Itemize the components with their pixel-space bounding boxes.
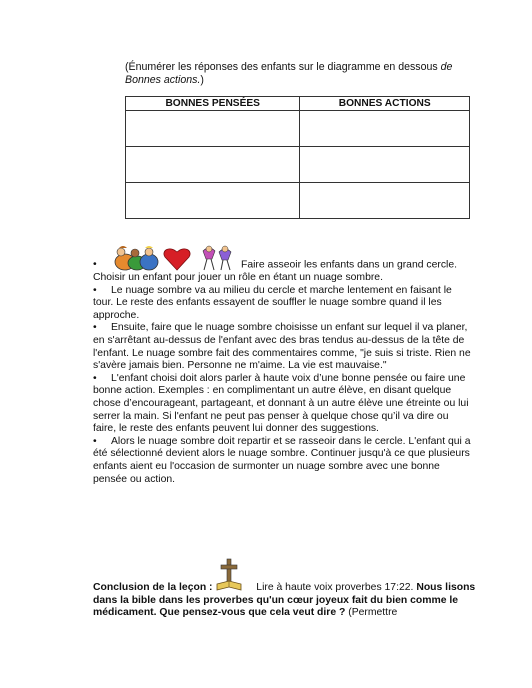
good-thoughts-actions-table	[125, 96, 470, 219]
intro-text: (Énumérer les réponses des enfants sur le diagramme en dessous	[125, 61, 441, 73]
table-row	[126, 147, 470, 183]
intro-italic: de Bonnes actions.	[125, 61, 453, 86]
list-item	[93, 436, 473, 486]
header-good-thoughts: BONNES PENSÉES	[126, 97, 300, 111]
children-heart-clipart-icon	[111, 242, 241, 272]
table-row	[126, 183, 470, 219]
header-good-actions: BONNES ACTIONS	[300, 97, 470, 111]
bullet-icon: •	[93, 372, 97, 384]
lesson-conclusion	[93, 582, 478, 620]
bullet-text: Le nuage sombre va au milieu du cercle et marche lentement en faisant le tour. Le reste des enfants essayent de souffler le nuage sombre quand il les approche.	[93, 284, 452, 321]
table-header-row	[126, 97, 470, 111]
table-cell[interactable]	[126, 183, 300, 219]
bullet-icon: •	[93, 322, 97, 334]
intro-instruction	[125, 61, 465, 87]
bullet-text: Faire asseoir les enfants dans un grand cercle. Choisir un enfant pour jouer un rôle en étant un nuage sombre.	[93, 259, 458, 283]
conclusion-trailing: (Permettre	[348, 607, 398, 619]
table-cell[interactable]	[126, 111, 300, 147]
activity-instructions	[93, 242, 473, 486]
bullet-icon: •	[93, 259, 97, 271]
bullet-icon: •	[93, 284, 97, 296]
table-cell[interactable]	[300, 183, 470, 219]
table-cell[interactable]	[300, 111, 470, 147]
table-cell[interactable]	[126, 147, 300, 183]
conclusion-bold-text: Nous lisons dans la bible dans les proverbes qu'un cœur joyeux fait du bien comme le médicament. Que pensez-vous que cela veut dire ?	[93, 582, 476, 619]
bullet-text: Ensuite, faire que le nuage sombre choisisse un enfant sur lequel il va planer, en s'arrêtant au-dessus de l'enfant avec des bras tendus au-dessus de la tête de l'enfant. Le nuage sombre fait des commentaires comme, "je suis si triste. Rien ne s'avère jamais bien. Personne ne m'aime. La vie est mauvaise."	[93, 322, 471, 372]
list-item	[93, 373, 473, 436]
list-item	[93, 242, 473, 285]
conclusion-reading: Lire à haute voix proverbes 17:22.	[256, 582, 414, 593]
bullet-icon: •	[93, 435, 97, 447]
bullet-text: L'enfant choisi doit alors parler à haute voix d’une bonne pensée ou faire une bonne action. Exemples : en complimentant un autre élève, en disant quelque chose d’encourageant, partageant, et donnant à un autre élève une étreinte ou lui serrer la main. Si l'enfant ne peut pas penser à quelque chose qu’il va dire ou faire, le reste des enfants peuvent lui donner des suggestions.	[93, 372, 469, 435]
bullet-text: Alors le nuage sombre doit repartir et se rasseoir dans le cercle. L'enfant qui a été sélectionné devient alors le nuage sombre. Continuer jusqu'à ce que plusieurs enfants aient eu l'occasion de surmonter un nuage sombre avec une bonne pensée ou action.	[93, 435, 471, 485]
conclusion-label: Conclusion de la leçon :	[93, 582, 213, 593]
list-item	[93, 322, 473, 372]
table-row	[126, 111, 470, 147]
intro-close: )	[200, 74, 204, 86]
table-cell[interactable]	[300, 147, 470, 183]
list-item	[93, 285, 473, 323]
